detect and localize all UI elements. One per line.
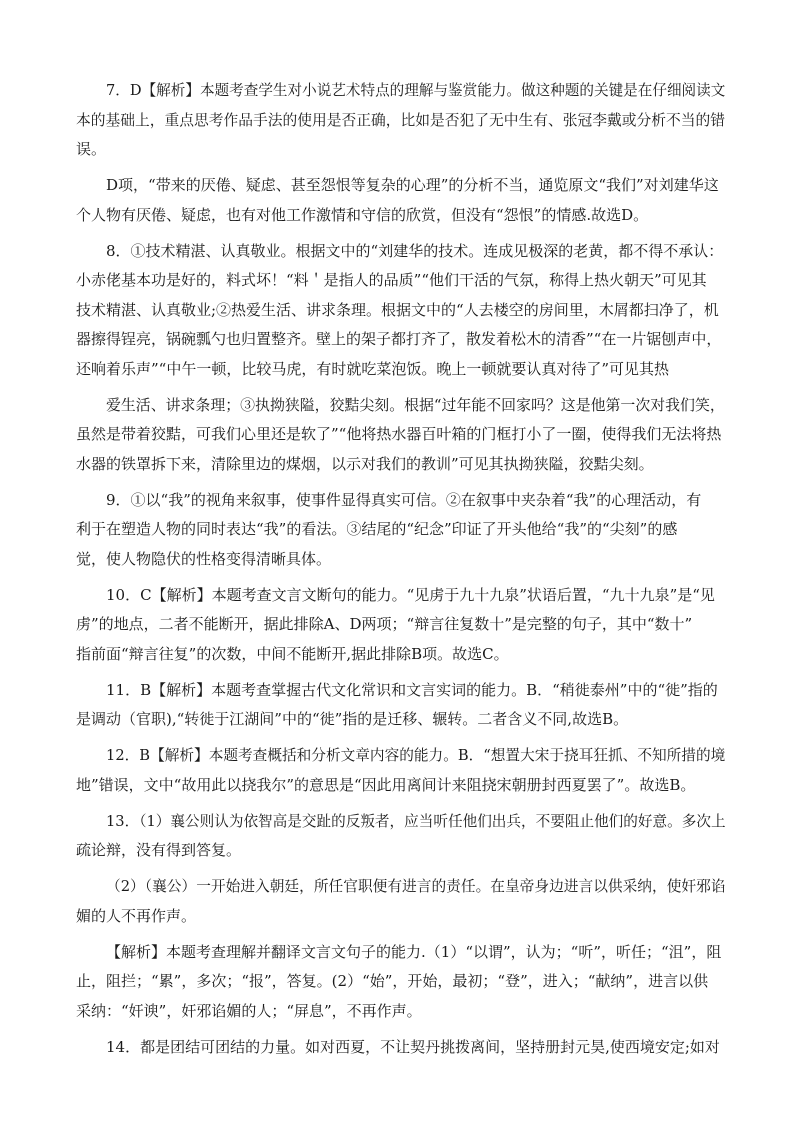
text-line: 指前面“辩言往复”的次数，中间不能断开,据此排除B项。故选C。 bbox=[76, 644, 509, 663]
text-line: 爱生活、讲求条理；③执拗狭隘，狡黠尖刻。根据“过年能不回家吗？这是他第一次对我们笑， bbox=[106, 395, 725, 414]
text-line: （2）（襄公）一开始进入朝廷，所任官职便有进言的责任。在皇帝身边进言以供采纳，使奸邪谄 bbox=[106, 878, 726, 895]
text-line: 器擦得锃亮，锅碗瓢勺也归置整齐。壁上的架子都打齐了，散发着松木的清香”“在一片锯刨声中， bbox=[76, 330, 722, 348]
answer-14 bbox=[76, 1033, 725, 1063]
text-line: 技术精湛、认真敬业;②热爱生活、讲求条理。根据文中的“人去楼空的房间里，木屑都扫净了，机 bbox=[76, 300, 719, 319]
text-line: 9．①以“我”的视角来叙事，使事件显得真实可信。②在叙事中夹杂着“我”的心理活动，有 bbox=[106, 490, 702, 509]
text-line: 【解析】本题考查理解并翻译文言文句子的能力.（1）“以谓”，认为；“听”，听任；“沮”，阻 bbox=[106, 942, 722, 961]
text-line: 水器的铁罩拆下来，清除里边的煤烟，以示对我们的教训”可见其执拗狭隘，狡黠尖刻。 bbox=[76, 454, 654, 473]
answer-13-analysis bbox=[76, 938, 725, 1027]
text-line: 地”错误，文中“故用此以挠我尔”的意思是“因此用离间计来阻挠宋朝册封西夏罢了”。故选B。 bbox=[76, 775, 696, 794]
text-line: 7．D【解析】本题考查学生对小说艺术特点的理解与鉴赏能力。做这种题的关键是在仔细阅读文 bbox=[106, 82, 726, 99]
answer-7 bbox=[76, 76, 725, 165]
text-line: D项，“带来的厌倦、疑虑、甚至怨恨等复杂的心理”的分析不当，通览原文“我们”对刘建华这 bbox=[106, 176, 719, 194]
text-line: 觉，使人物隐伏的性格变得清晰具体。 bbox=[76, 549, 332, 568]
answer-11 bbox=[76, 676, 725, 735]
text-line: 个人物有厌倦、疑虑，也有对他工作激情和守信的欣赏，但没有“怨恨”的情感.故选D。 bbox=[76, 205, 649, 224]
text-line: 采纳：“奸谀”，奸邪谄媚的人；“屏息”，不再作声。 bbox=[76, 1001, 422, 1020]
text-line: 小赤佬基本功是好的，料式坏！“料＇是指人的品质”“他们干活的气氛，称得上热火朝天”可见其 bbox=[76, 271, 707, 289]
text-line: 疏论辩，没有得到答复。 bbox=[76, 841, 242, 859]
answer-8 bbox=[76, 237, 725, 385]
text-line: 还响着乐声”“中午一顿，比较马虎，有时就吃菜泡饭。晚上一顿就要认真对待了”可见其热 bbox=[76, 359, 670, 378]
answer-10 bbox=[76, 581, 725, 670]
text-line: 媚的人不再作声。 bbox=[76, 906, 197, 925]
text-line: 误。 bbox=[76, 140, 107, 158]
text-line: 止，阻拦；“累”，多次；“报”，答复。(2）“始”，开始，最初；“登”，进入；“献纳”，进言以供 bbox=[76, 972, 709, 990]
text-line: 12．B【解析】本题考查概括和分析文章内容的能力。B．“想置大宋于挠耳狂抓、不知所措的境 bbox=[106, 747, 726, 764]
text-line: 13．（1）襄公则认为依智高是交趾的反叛者，应当听任他们出兵，不要阻止他们的好意。多次上 bbox=[106, 812, 726, 830]
text-line: 虽然是带着狡黠，可我们心里还是软了”“他将热水器百叶箱的门框打小了一圈，使得我们无法将热 bbox=[76, 425, 722, 443]
answer-8-continued bbox=[76, 391, 725, 480]
text-line: 11．B【解析】本题考查掌握古代文化常识和文言实词的能力。B．“稍徙泰州”中的“徙”指的 bbox=[106, 680, 718, 699]
text-line: 10．C【解析】本题考查文言文断句的能力。“见虏于九十九泉”状语后置，“九十九泉”是“见 bbox=[106, 585, 715, 604]
answer-13-part-1 bbox=[76, 807, 725, 866]
answer-7-option-d bbox=[76, 171, 725, 230]
text-line: 本的基础上，重点思考作品手法的使用是否正确，比如是否犯了无中生有、张冠李戴或分析不当的错 bbox=[76, 111, 725, 129]
text-line: 8．①技术精湛、认真敬业。根据文中的“刘建华的技术。连成见极深的老黄，都不得不承认： bbox=[106, 241, 724, 260]
answer-12 bbox=[76, 741, 725, 800]
text-line: 14．都是团结可团结的力量。如对西夏，不让契丹挑拨离间，坚持册封元昊,使西境安定;如对 bbox=[106, 1037, 720, 1056]
text-line: 利于在塑造人物的同时表达“我”的看法。③结尾的“纪念”印证了开头他给“我”的“尖刻”的感 bbox=[76, 520, 678, 538]
text-line: 是调动（官职),“转徙于江湖间”中的“徙”指的是迁移、辗转。二者含义不同,故选B。 bbox=[76, 710, 629, 728]
answer-13-part-2 bbox=[76, 872, 725, 931]
text-line: 虏”的地点，二者不能断开，据此排除A、D两项；“辩言往复数十”是完整的句子，其中“数十” bbox=[76, 615, 693, 633]
answer-9 bbox=[76, 486, 725, 575]
